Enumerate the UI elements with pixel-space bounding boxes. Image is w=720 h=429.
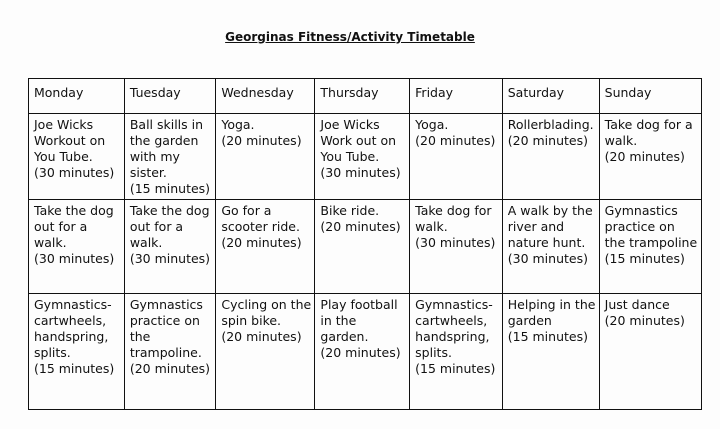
activity-text: Go for a scooter ride. (20 minutes) bbox=[221, 203, 302, 250]
activity-cell bbox=[216, 294, 315, 410]
activity-text: Take dog for a walk. (20 minutes) bbox=[604, 117, 693, 164]
activity-cell bbox=[216, 114, 315, 200]
day-header-friday: Friday bbox=[410, 79, 503, 114]
activity-text: Joe Wicks Work out on You Tube. (30 minutes) bbox=[320, 117, 401, 180]
activity-text: Yoga. (20 minutes) bbox=[415, 117, 496, 148]
activity-cell bbox=[29, 200, 125, 294]
activity-cell bbox=[315, 114, 410, 200]
day-header-saturday: Saturday bbox=[502, 79, 599, 114]
activity-text: Cycling on the spin bike. (20 minutes) bbox=[221, 297, 312, 344]
table-row bbox=[29, 200, 702, 294]
activity-text: Gymnastics- cartwheels, handspring, splits. (15 minutes) bbox=[34, 297, 115, 376]
activity-cell bbox=[315, 200, 410, 294]
activity-text: Gymnastics practice on the trampoline (15 minutes) bbox=[604, 203, 698, 266]
activity-cell bbox=[124, 114, 216, 200]
activity-text: Rollerblading. (20 minutes) bbox=[507, 117, 594, 148]
activity-cell bbox=[410, 200, 503, 294]
activity-cell bbox=[502, 294, 599, 410]
activity-text: Yoga. (20 minutes) bbox=[221, 117, 302, 148]
activity-text: Ball skills in the garden with my sister. (15 minutes) bbox=[129, 117, 211, 196]
activity-text: Take the dog out for a walk. (30 minutes) bbox=[129, 203, 211, 266]
activity-cell bbox=[502, 114, 599, 200]
activity-cell bbox=[599, 114, 701, 200]
activity-text: Take dog for walk. (30 minutes) bbox=[415, 203, 496, 250]
activity-cell bbox=[124, 294, 216, 410]
activity-cell bbox=[410, 114, 503, 200]
table-row bbox=[29, 114, 702, 200]
activity-text: Gymnastics- cartwheels, handspring, splits. (15 minutes) bbox=[415, 297, 496, 376]
activity-cell bbox=[410, 294, 503, 410]
activity-cell bbox=[599, 200, 701, 294]
day-header-thursday: Thursday bbox=[315, 79, 410, 114]
timetable bbox=[28, 78, 702, 410]
activity-cell bbox=[315, 294, 410, 410]
activity-cell bbox=[29, 114, 125, 200]
activity-cell bbox=[29, 294, 125, 410]
day-header-tuesday: Tuesday bbox=[124, 79, 216, 114]
table-row bbox=[29, 294, 702, 410]
activity-text: Bike ride. (20 minutes) bbox=[320, 203, 401, 234]
page-title: Georginas Fitness/Activity Timetable bbox=[225, 30, 475, 44]
activity-cell bbox=[599, 294, 701, 410]
activity-cell bbox=[124, 200, 216, 294]
activity-text: Take the dog out for a walk. (30 minutes) bbox=[34, 203, 115, 266]
activity-text: Gymnastics practice on the trampoline. (20 minutes) bbox=[129, 297, 211, 376]
day-header-wednesday: Wednesday bbox=[216, 79, 315, 114]
activity-text: Just dance (20 minutes) bbox=[604, 297, 685, 328]
activity-text: Play football in the garden. (20 minutes) bbox=[320, 297, 401, 360]
activity-text: Joe Wicks Workout on You Tube. (30 minutes) bbox=[34, 117, 115, 180]
activity-text: Helping in the garden (15 minutes) bbox=[507, 297, 596, 344]
activity-cell bbox=[216, 200, 315, 294]
activity-cell bbox=[502, 200, 599, 294]
day-header-monday: Monday bbox=[29, 79, 125, 114]
header-row bbox=[29, 79, 702, 114]
day-header-sunday: Sunday bbox=[599, 79, 701, 114]
activity-text: A walk by the river and nature hunt. (30 minutes) bbox=[507, 203, 593, 266]
